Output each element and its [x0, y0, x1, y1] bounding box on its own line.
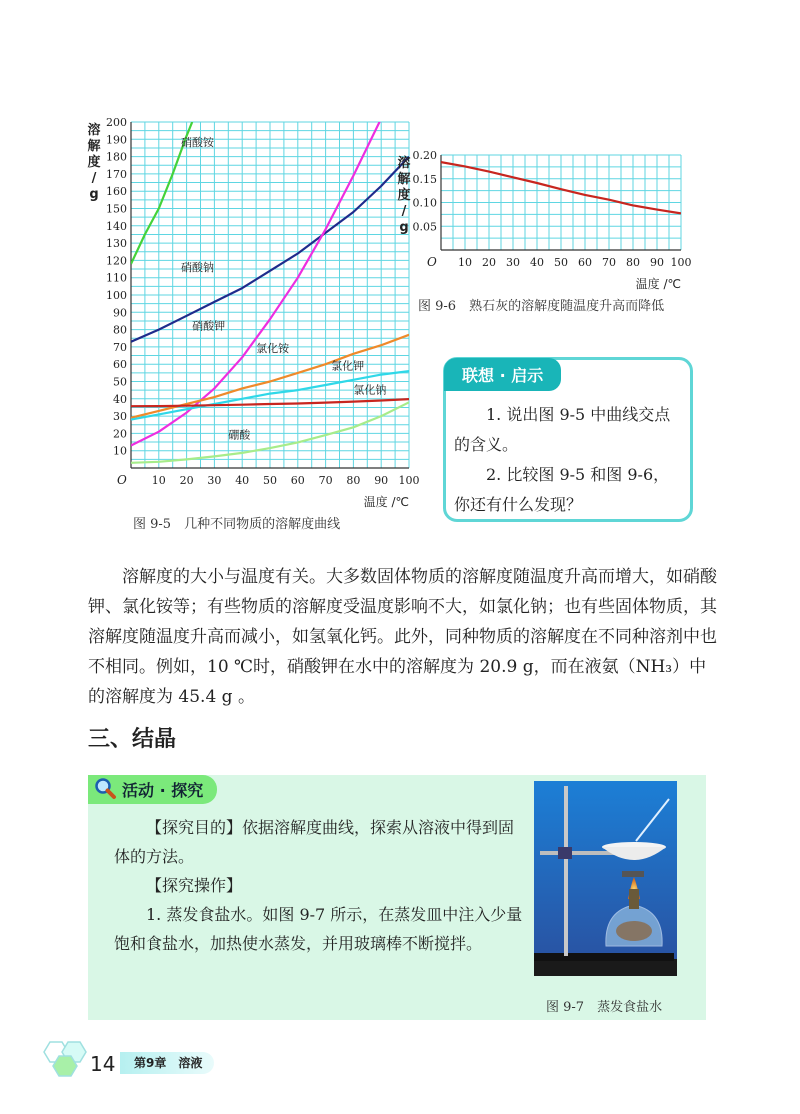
x-tick-label: 80	[626, 256, 640, 269]
chart1-caption: 图 9-5 几种不同物质的溶解度曲线	[133, 517, 341, 532]
x-tick-label: 100	[398, 474, 420, 487]
page-number: 14	[90, 1052, 116, 1076]
x-tick-label: 100	[670, 256, 692, 269]
series-label: 氯化铵	[256, 342, 290, 356]
series-label: 氯化钠	[353, 383, 387, 397]
x-tick-label: 50	[263, 474, 277, 487]
origin-label: O	[117, 473, 127, 487]
y-tick-label: 0.15	[412, 172, 437, 186]
y-tick-label: 30	[113, 410, 127, 424]
x-tick-label: 70	[318, 474, 333, 487]
series-label: 硝酸钾	[192, 319, 226, 333]
x-tick-label: 30	[506, 256, 520, 269]
hexagon-decoration	[42, 1040, 90, 1078]
y-tick-label: 0.05	[412, 220, 437, 234]
x-tick-label: 20	[179, 474, 194, 487]
series-label: 硼酸	[228, 428, 251, 442]
y-tick-label: 10	[113, 444, 127, 458]
chart2-caption: 图 9-6 熟石灰的溶解度随温度升高而降低	[418, 299, 665, 314]
y-tick-label: 160	[106, 185, 127, 199]
activity-step1: 1. 蒸发食盐水。如图 9-7 所示，在蒸发皿中注入少量饱和食盐水，加热使水蒸发，并用玻璃棒不断搅拌。	[114, 905, 523, 953]
y-axis-title-char: /	[401, 204, 407, 219]
x-tick-label: 20	[482, 256, 496, 269]
y-axis-title-char: 解	[87, 139, 101, 154]
x-tick-label: 90	[650, 256, 664, 269]
y-tick-label: 150	[106, 202, 127, 216]
y-tick-label: 130	[106, 237, 127, 251]
activity-box	[88, 775, 706, 1020]
y-tick-label: 100	[106, 289, 127, 302]
x-tick-label: 80	[346, 474, 361, 487]
x-tick-label: 10	[151, 474, 166, 487]
evaporation-photo	[534, 781, 677, 976]
x-tick-label: 40	[235, 474, 250, 487]
solubility-curves-chart	[80, 112, 420, 509]
x-tick-label: 60	[578, 256, 592, 269]
activity-title-text: 活动 · 探究	[122, 781, 204, 800]
y-axis-title-char: 度	[87, 155, 101, 170]
y-tick-label: 110	[106, 271, 127, 285]
chapter-label: 第9章 溶液	[120, 1052, 214, 1074]
photo-caption: 图 9-7 蒸发食盐水	[546, 1000, 663, 1015]
x-tick-label: 50	[554, 256, 568, 269]
y-tick-label: 60	[113, 358, 127, 372]
y-axis-title-char: 度	[397, 188, 411, 203]
y-tick-label: 170	[106, 167, 127, 181]
slaked-lime-solubility-chart	[390, 145, 710, 291]
y-tick-label: 40	[113, 392, 127, 406]
think-q2: 2. 比较图 9-5 和图 9-6，你还有什么发现？	[454, 465, 670, 514]
y-tick-label: 50	[113, 375, 127, 389]
x-axis-title: 温度 /℃	[363, 495, 409, 509]
x-tick-label: 60	[290, 474, 305, 487]
series-label: 氯化钾	[331, 359, 365, 373]
activity-operation: 【探究操作】	[146, 876, 243, 895]
series-label: 硝酸铵	[181, 136, 215, 150]
activity-text	[114, 813, 524, 958]
activity-title	[88, 775, 217, 804]
y-tick-label: 140	[106, 219, 127, 233]
x-tick-label: 40	[530, 256, 544, 269]
think-box	[443, 357, 693, 522]
y-tick-label: 190	[106, 133, 127, 147]
y-tick-label: 70	[113, 340, 127, 354]
body-paragraph: 溶解度的大小与温度有关。大多数固体物质的溶解度随温度升高而增大，如硝酸钾、氯化铵等；有些物质的溶解度受温度影响不大，如氯化钠；也有些固体物质，其溶解度随温度升高而减小，如氢氧化钙。此外，同种物质的溶解度在不同种溶剂中也不相同。例如，10 ℃时，硝酸钾在水中的溶解度为 20.9 g，而在液氨（NH₃）中的溶解度为 45.4 g 。	[88, 567, 717, 707]
y-tick-label: 90	[113, 306, 127, 320]
y-axis-title-char: /	[91, 171, 97, 186]
think-title: 联想 · 启示	[444, 358, 561, 391]
think-text	[454, 400, 684, 520]
x-axis-title: 温度 /℃	[635, 277, 681, 291]
y-axis-title-char: g	[89, 187, 99, 202]
y-tick-label: 120	[106, 254, 127, 268]
y-tick-label: 20	[113, 427, 127, 441]
y-tick-label: 180	[106, 150, 127, 164]
y-tick-label: 80	[113, 323, 127, 337]
y-tick-label: 0.20	[412, 149, 437, 162]
section-heading: 三、结晶	[88, 727, 177, 752]
y-axis-title-char: 溶	[87, 123, 101, 138]
x-tick-label: 10	[458, 256, 472, 269]
activity-purpose: 【探究目的】依据溶解度曲线，探索从溶液中得到固体的方法。	[114, 818, 515, 866]
y-axis-title-char: 解	[397, 172, 411, 187]
x-tick-label: 70	[602, 256, 616, 269]
y-tick-label: 0.10	[412, 196, 437, 210]
origin-label: O	[427, 255, 437, 269]
magnifier-icon	[94, 777, 116, 803]
y-axis-title-char: g	[399, 220, 409, 235]
x-tick-label: 90	[374, 474, 389, 487]
series-label: 硝酸钠	[181, 260, 215, 274]
y-tick-label: 200	[106, 116, 127, 129]
think-q1: 1. 说出图 9-5 中曲线交点的含义。	[454, 405, 671, 454]
x-tick-label: 30	[207, 474, 222, 487]
y-axis-title-char: 溶	[397, 156, 411, 171]
